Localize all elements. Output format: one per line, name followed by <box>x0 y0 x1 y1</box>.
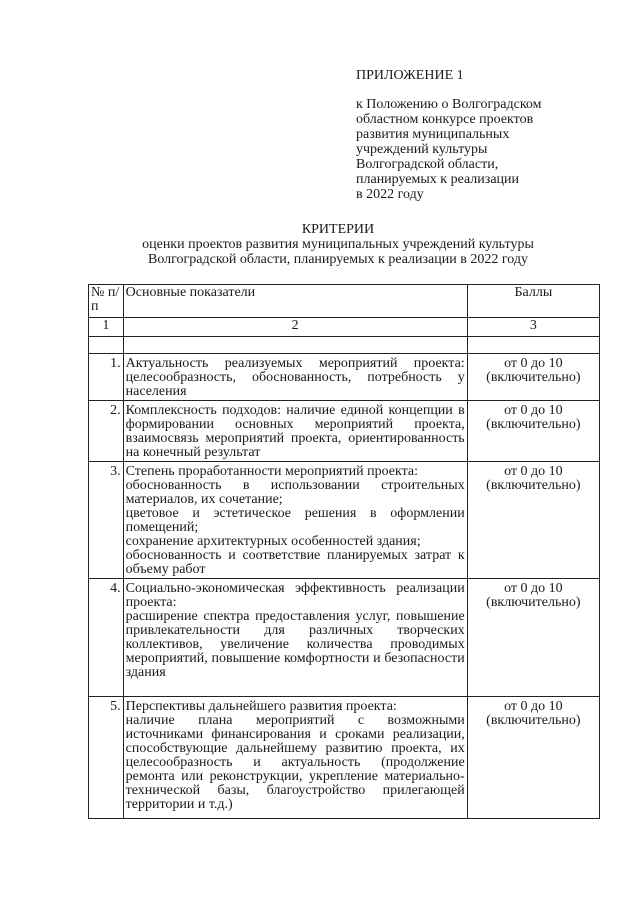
score-note: (включительно) <box>486 417 581 432</box>
score-note: (включительно) <box>486 478 581 493</box>
spacer-cell <box>89 337 124 354</box>
score-range: от 0 до 10 <box>504 699 563 714</box>
appendix-block <box>356 68 616 202</box>
indicator-line: обоснованность и соответствие планируемых затрат к объему работ <box>125 548 465 577</box>
row-num: 1. <box>89 354 124 401</box>
score-range: от 0 до 10 <box>504 464 563 479</box>
row-indicator <box>123 462 467 579</box>
row-score <box>467 462 599 579</box>
criteria-heading <box>88 222 588 267</box>
appendix-line: Волгоградской области, <box>356 157 499 172</box>
table-spacer-row <box>89 337 600 354</box>
table-row <box>89 697 600 819</box>
indicator-line: сохранение архитектурных особенностей здания; <box>125 534 421 549</box>
criteria-subtitle-line: оценки проектов развития муниципальных учреждений культуры <box>142 237 534 252</box>
column-number: 3 <box>467 318 599 337</box>
score-note: (включительно) <box>486 595 581 610</box>
row-indicator <box>123 354 467 401</box>
appendix-line: областном конкурсе проектов <box>356 112 534 127</box>
row-num: 2. <box>89 401 124 462</box>
criteria-table <box>88 284 600 819</box>
column-number: 1 <box>89 318 124 337</box>
row-indicator <box>123 697 467 819</box>
appendix-title: ПРИЛОЖЕНИЕ 1 <box>356 68 464 83</box>
indicator-line: Социально-экономическая эффективность реализации проекта: <box>125 581 465 610</box>
header-num: № п/п <box>89 285 124 318</box>
column-number: 2 <box>123 318 467 337</box>
table-row <box>89 462 600 579</box>
indicator-line: Перспективы дальнейшего развития проекта: <box>125 699 397 714</box>
appendix-line: учреждений культуры <box>356 142 488 157</box>
row-score <box>467 401 599 462</box>
score-range: от 0 до 10 <box>504 581 563 596</box>
score-note: (включительно) <box>486 713 581 728</box>
score-note: (включительно) <box>486 370 581 385</box>
row-score <box>467 697 599 819</box>
table-row <box>89 354 600 401</box>
indicator-line: цветовое и эстетическое решения в оформлении помещений; <box>125 506 465 535</box>
table-row <box>89 401 600 462</box>
row-score <box>467 579 599 697</box>
row-indicator <box>123 401 467 462</box>
indicator-line: наличие плана мероприятий с возможными источниками финансирования и сроками реализации, способствующие дальнейшему развитию проекта, их целесообразность и актуальность (продолжение ремонта или реконструкции, укрепление материально-технической базы, благоустройство прилегающей территории и т.д.) <box>125 713 465 812</box>
header-indicator: Основные показатели <box>123 285 467 318</box>
spacer-cell <box>123 337 467 354</box>
row-num: 4. <box>89 579 124 697</box>
appendix-line: развития муниципальных <box>356 127 510 142</box>
spacer-cell <box>467 337 599 354</box>
appendix-line: планируемых к реализации <box>356 172 520 187</box>
table-header-row <box>89 285 600 318</box>
appendix-line: в 2022 году <box>356 187 424 202</box>
header-score: Баллы <box>467 285 599 318</box>
row-score <box>467 354 599 401</box>
indicator-line: расширение спектра предоставления услуг, повышение привлекательности для различных творческих коллективов, увеличение количества проводимых мероприятий, повышение комфортности и безопасности здания <box>125 609 465 680</box>
criteria-subtitle-line: Волгоградской области, планируемых к реализации в 2022 году <box>148 252 528 267</box>
indicator-line: Актуальность реализуемых мероприятий проекта: целесообразность, обоснованность, потребность у населения <box>125 356 465 399</box>
indicator-line: Комплексность подходов: наличие единой концепции в формировании основных мероприятий проекта, взаимосвязь мероприятий проекта, ориентированность на конечный результат <box>125 403 465 460</box>
row-num: 5. <box>89 697 124 819</box>
criteria-title: КРИТЕРИИ <box>301 222 375 237</box>
indicator-line: обоснованность в использовании строительных материалов, их сочетание; <box>125 478 465 507</box>
indicator-line: Степень проработанности мероприятий проекта: <box>125 464 418 479</box>
table-row <box>89 579 600 697</box>
column-number-row <box>89 318 600 337</box>
appendix-line: к Положению о Волгоградском <box>356 97 542 112</box>
row-num: 3. <box>89 462 124 579</box>
score-range: от 0 до 10 <box>504 403 563 418</box>
row-indicator <box>123 579 467 697</box>
score-range: от 0 до 10 <box>504 356 563 371</box>
